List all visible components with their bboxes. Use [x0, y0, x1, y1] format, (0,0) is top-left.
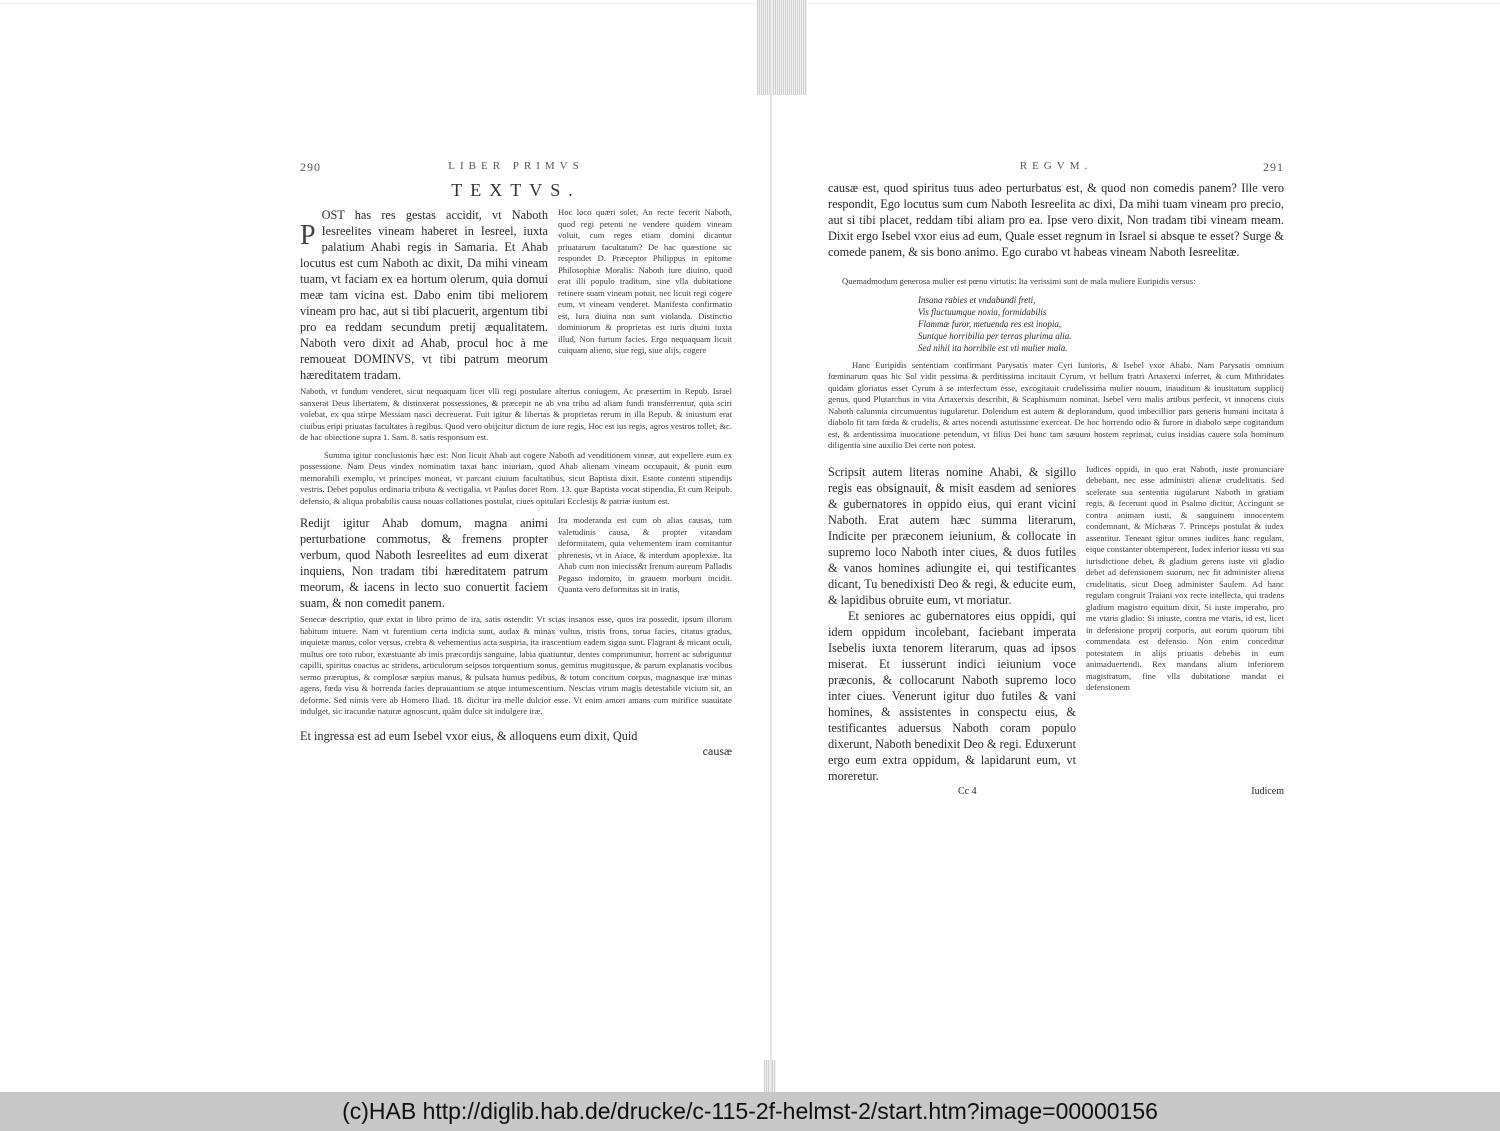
right-side-note: Iudices oppidi, in quo erat Naboth, iuste pronunciare debebant, nec esse administri alienæ crudelitatis. Sed scelerate sua sententia iugularunt Naboth in gratiam regis, & fecerunt quod in Psalmo dicitur, Accingunt se contra animam iusti, & sanguinem innocentem condemnant, & Michæas 7. Princeps postulat & iudex assentitur. Teneant igitur omnes iudices hanc regulam, eique constanter obtemperent, Iudex inferior iussu vti sua iurisdictione debet, & gladium gerens iuste vti gladio debet ad defensionem suorum, nec fit administer aliena crudelitatis, sicut Doeg administer Saulem. Ad hanc regulam congruit Traiani vox recte intellecta, qui tradens gladium magistro equitum dixit, Si iuste imperabo, pro me vtaris gladio: Si iniuste, contra me vtaris, id est, licet in defensione proprij corporis, aut eorum quorum tibi commendata est defensio. Non enim conceditur potestatem in alijs priuatis debebis in eum animaduertendi. Rex mandans alium inferiorem magistratum, fine vlla dubitatione mandat ei defensionem: [1086, 463, 1284, 692]
left-side-note-2: Ira moderanda est cum ob alias causas, tum valetudinis causa, & propter vitandam deformitatem, quia vehementem iram comitantur phrenesis, vt in Aiace, & interdum apoplexiæ. Ita Ahab cum non inieciss&t frenum aureum Palladis Pegaso indomito, in grauem morbum incidit. Quanta vero deformitas sit in iratis,: [558, 515, 732, 594]
right-paragraph-2: Scripsit autem literas nomine Ahabi, & sigillo regis eas obsignauit, & misit easdem ad seniores & gubernatores in oppido eius, qui erant vicini Naboth. Erat autem hæc summa literarum, Indicite per præconem ieiunium, & collocate in supremo loco Naboth inter ciues, & duos futiles & vanos homines adiungite ei, qui testificantes dicant, Tu benedixisti Deo & regi, & educite eum, & lapidibus obruite eum, vt moriatur.: [828, 464, 1076, 607]
drop-capital: P: [300, 220, 316, 251]
left-block-2: [300, 515, 732, 611]
verse-line: Suntque horribilia per terras plurima alia.: [918, 330, 1072, 341]
left-page-number: 290: [300, 160, 321, 174]
verse-line: Sed nihil ita horribile est vti mulier mala.: [918, 342, 1068, 353]
verse-line: Insana rabies et vndabundi freti,: [918, 294, 1036, 305]
left-block-1: [300, 207, 732, 383]
left-side-note-1: Hoc loco quæri solet, An recte fecerit Naboth, quod regi petenti ne vendere quidem vineam voluit, cum reges etiam domini dicantur priuatarum facultatum? De hac quæstione sic respondet D. Præceptor Philippus in epitome Philosophiæ Moralis: Naboth iure diuino, quod erat illi populo traditum, sine vlla dubitatione retinere suam vineam potuit, nec licuit regi cogere eum, vt vineam venderet. Manifesta confirmatio est, Iura diuina non sunt violanda. Distinctio dominiorum & proprietas est iuris diuini iuxta illud, Non furtum facies. Ergo nequaquam licuit cuiquam alieno, siue regi, siue alijs, cogere: [558, 207, 732, 355]
gutter: [770, 0, 772, 1092]
verse-line: Flammæ furor, metuenda res est inopia,: [918, 318, 1062, 329]
section-title: TEXTVS.: [451, 180, 581, 200]
left-main-text-1: [300, 207, 548, 383]
right-page-number: 291: [1263, 160, 1284, 174]
right-catchword: Iudicem: [1251, 785, 1284, 797]
left-paragraph-3: Et ingressa est ad eum Isebel vxor eius, & alloquens eum dixit, Quid: [300, 728, 638, 743]
left-commentary-2: Summa igitur conclusionis hæc est: Non licuit Ahab aut cogere Naboth ad venditionem vineæ, aut expellere eum ex possessione. Nam Deus vindex nominatim taxat hanc iniuriam, quod Ahab alienam vineam occupauit, & punit eum memorabili exemplo, vt principes moneat, vt parcant ciuium facultatibus, sicut Baptista dixit. Estote contenti stipendijs vestris. Debet populus ordinaria tributa & vectigalia, vt Paulus docet Rom. 13. quæ Baptista vocat stipendia. Et cum Reipub. defensio, & aliqua probabilis causa nouas collationes postulat, ciues opitulari Ecclesijs & patriæ iustum est.: [300, 449, 732, 506]
right-page: [828, 160, 1284, 797]
left-running-head: [300, 160, 732, 180]
right-main-column: [828, 464, 1076, 784]
right-running-head: [828, 160, 1284, 180]
scan-smudge-top: [757, 0, 807, 95]
signature-mark: Cc 4: [958, 785, 977, 797]
right-running-title: REGVM.: [1019, 160, 1093, 172]
left-running-title: LIBER PRIMVS: [448, 160, 584, 172]
verse-line: Vis fluctuumque noxia, formidabilis: [918, 306, 1047, 317]
signature-line: [828, 786, 1284, 797]
scan-edge-line: [0, 3, 1500, 4]
left-commentary-3: Senecæ descriptio, quæ extat in libro primo de ira, satis ostendit: Vt scias insanos esse, quos ira possedit, ipsum illorum habitum intuere. Nam vt furentium certa indicia sunt, audax & minax vultus, tristis frons, torua facies, citatus gradus, inquietæ manus, color versus, crebra & vehementius acta suspiria, ita irascentium eadem signa sunt. Flagrant & micant oculi, multus ore toto rubor, exæstuante ab imis præcordijs sanguine, labia quatiuntur, dentes comprimuntur, horrent ac subriguntur capilli, spiritus coactus ac stridens, articulorum seipsos torquentium sonus, gemitus mugitusque, & parum explanatis vocibus sermo præruptus, & complosæ sæpius manus, & pulsata humus pedibus, & totum concitum corpus, magnasque iræ minas agens, fœda visu & horrenda facies deprauantium se atque intumescentium. Nescias vtrum magis detestabile vicium sit, an deforme. Sed nimis vere ab Homero Iliad. 18. dicitur ira melle dulcior esse. Vt enim amori amans cum mirifice suauitate indulget, sic iracundæ naturæ agnoscunt, quàm dulce sit indulgere iræ.: [300, 614, 732, 716]
left-page: [300, 160, 732, 759]
right-paragraph-1: causæ est, quod spiritus tuus adeo perturbatus est, & quod non comedis panem? Ille vero respondit, Ego locutus sum cum Naboth Iesreelita ac dixi, Da mihi tuam vineam pro precio, aut si tibi placet, reddam tibi aliam pro ea. Ipse vero dixit, Non tradam tibi vineam meam. Dixit ergo Isebel vxor eius ad eum, Quale esset regnum in Israel si absque te esset? Surge & comede panem, & sis bono animo. Ego curabo vt habeas vineam Naboth Iesreelitæ.: [828, 181, 1284, 259]
right-block-2: [828, 464, 1284, 784]
euripides-verses: [918, 294, 1284, 354]
copyright-footer: (c)HAB http://diglib.hab.de/drucke/c-115-2f-helmst-2/start.htm?image=00000156: [0, 1092, 1500, 1131]
right-paragraph-3: Et seniores ac gubernatores eius oppidi, qui idem oppidum incolebant, faciebant imperata Isebelis iuxta tenorem literarum, quas ad ipsos miserat. Et iusserunt indici ieiunium voce præconis, & collocarunt Naboth supremo loco inter ciues. Venerunt igitur duo futiles & vani homines, & assistentes in conspectu eius, & testificantes aduersus Naboth coram populo dixerunt, Naboth benedixit Deo & regi. Eduxerunt ergo eum extra oppidum, & lapidarunt eum, vt moreretur.: [828, 608, 1076, 783]
left-paragraph-2: Redijt igitur Ahab domum, magna animi perturbatione commotus, & fremens propter verbum, quod Naboth Iesreelites ad eum dixerat inquiens, Non tradam tibi hæreditatem patrum meorum, & iacens in lecto suo conuertit faciem suam, & non comedit panem.: [300, 516, 548, 610]
right-commentary-intro: Quemadmodum generosa mulier est pœnu virtutis: Ita verissimi sunt de mala muliere Euripidis versus:: [842, 276, 1196, 286]
left-commentary-1: Naboth, vt fundum venderet, sicut nequaquam licet vlli regi postulare alterius coniugem, Ac præsertim in Repub. Israel sanxerat Deus libertatem, & distinxerat possessiones, & præcepit ne ab vna tribu ad aliam fundi transferrentur, quia sciri volebat, ex qua stirpe Messiam nasci decreuerat. Fuit igitur & libertas & proprietas rerum in illa Repub. & iniustum erat ciuibus eripi priuatas facultates à regibus. Quod vero obijcitur dictum de iure regis, Hoc est ius regis, agros vestros tollet, &c. de hac obiectione supra 1. Sam. 8. satis responsum est.: [300, 386, 732, 442]
left-paragraph-1: OST has res gestas accidit, vt Naboth Iesreelites vineam haberet in Iesreel, iuxta palatium Ahabi regis in Samaria. Et Ahab locutus est cum Naboth ac dixit, Da mihi vineam tuam, vt faciam ex ea hortum olerum, quia domui meæ tam vicina est. Dabo enim tibi meliorem vineam pro hac, aut si tibi placuerit, argentum tibi pro ea reddam secundum pretij æqualitatem. Naboth vero dixit ad Ahab, procul hoc à me remoueat DOMINVS, vt tibi patrum meorum hæreditatem tradam.: [300, 208, 548, 382]
right-commentary-body: Hanc Euripidis sententiam confirmant Parysatis mater Cyri Iunioris, & Isebel vxor Ahabi. Nam Parysatis omnium fœminarum quas hic Sol vidit pessima & perditissima incitauit Cyrum, vt bellum fratri Artaxerxi inferret, & cum Mithridates quidam gloriatus esset Cyrum à se interfectum esse, excogitauit crudelissima mulier nouum, inauditum & inusitatum supplicij genus, quod Plutarchus in vita Artaxerxis describit, & Scaphismum nominat. Isebel vero malis artibus perfecit, vt innocens ciuis Naboth calumnia circumuentus iugularetur. Dolendum est autem & deplorandum, quod imbecillior pars generis humani incitata à diabolo fit tam fœda & crudelis, & artes nocendi astutissime exerceat. De hoc horrendo odio & furore in diabolo sæpe cogitandum est, & ardentissima inuocatione petendum, vt filius Dei hunc tam sæuum hostem reprimat, cuius insidias cauere sola hominum diligentia sine auxilio Dei certe non potest.: [828, 359, 1284, 450]
left-catchword: causæ: [702, 743, 732, 758]
